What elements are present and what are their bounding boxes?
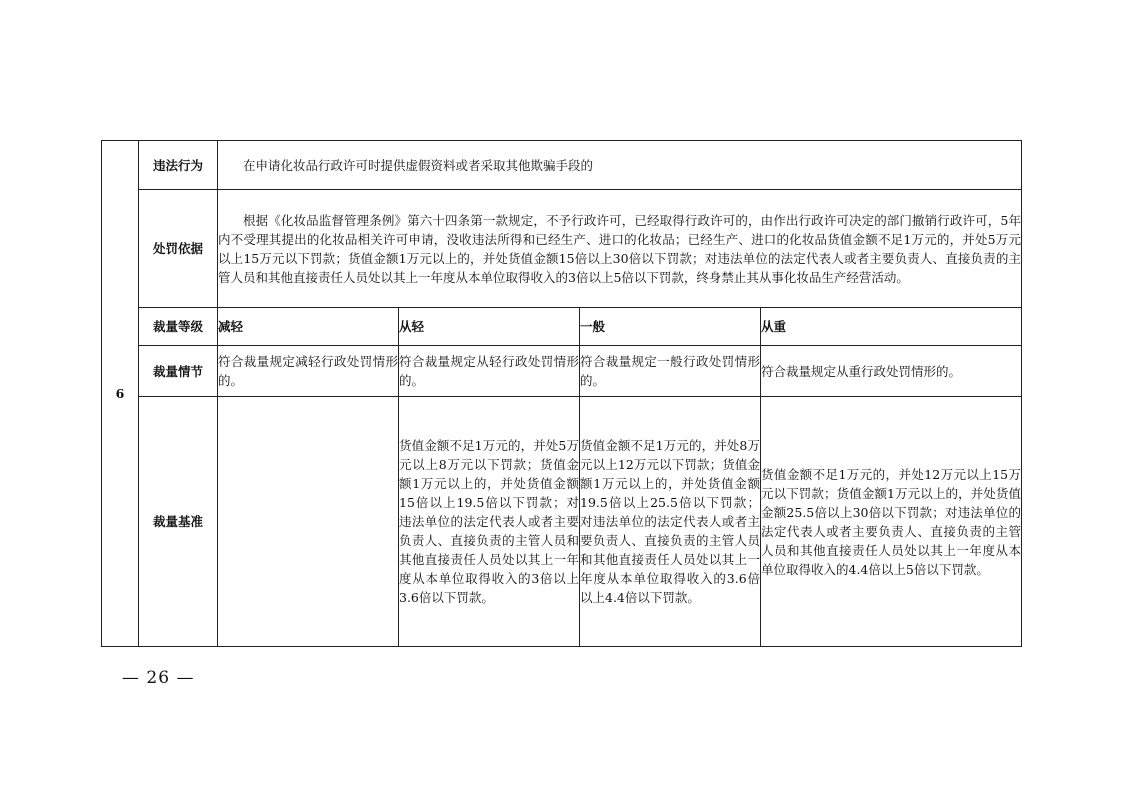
violation-label: 违法行为 [139,141,218,190]
page-number: — 26 — [122,668,195,688]
discretion-circumstances-label: 裁量情节 [139,346,218,397]
penalty-basis-text: 根据《化妆品监督管理条例》第六十四条第一款规定，不予行政许可，已经取得行政许可的，由作出行政许可决定的部门撤销行政许可，5年内不受理其提出的化妆品相关许可申请，没收违法所得和已经生产、进口的化妆品；已经生产、进口的化妆品货值金额不足1万元的，并处5万元以上15万元以下罚款；货值金额1万元以上的，并处货值金额15倍以上30倍以下罚款；对违法单位的法定代表人或者主要负责人、直接负责的主管人员和其他直接责任人员处以其上一年度从本单位取得收入的3倍以上5倍以下罚款，终身禁止其从事化妆品生产经营活动。 [218,190,1022,308]
penalty-basis-row [102,190,1022,308]
penalty-basis-label: 处罚依据 [139,190,218,308]
row-number: 6 [102,141,139,647]
violation-row [102,141,1022,190]
level-mitigated: 减轻 [218,308,399,346]
discretion-level-row [102,308,1022,346]
circumstance-mitigated: 符合裁量规定减轻行政处罚情形的。 [218,346,399,397]
basis-general: 货值金额不足1万元的，并处8万元以上12万元以下罚款；货值金额1万元以上的，并处货值金额19.5倍以上25.5倍以下罚款；对违法单位的法定代表人或者主要负责人、直接负责的主管人员和其他直接责任人员处以其上一年度从本单位取得收入的3.6倍以上4.4倍以下罚款。 [580,397,761,647]
basis-mitigated [218,397,399,647]
basis-severe: 货值金额不足1万元的，并处12万元以上15万元以下罚款；货值金额1万元以上的，并处货值金额25.5倍以上30倍以下罚款；对违法单位的法定代表人或者主要负责人、直接负责的主管人员和其他直接责任人员处以其上一年度从本单位取得收入的4.4倍以上5倍以下罚款。 [761,397,1022,647]
level-general: 一般 [580,308,761,346]
discretion-basis-label: 裁量基准 [139,397,218,647]
level-lenient: 从轻 [399,308,580,346]
circumstance-severe: 符合裁量规定从重行政处罚情形的。 [761,346,1022,397]
level-severe: 从重 [761,308,1022,346]
circumstance-general: 符合裁量规定一般行政处罚情形的。 [580,346,761,397]
circumstance-lenient: 符合裁量规定从轻行政处罚情形的。 [399,346,580,397]
basis-lenient: 货值金额不足1万元的，并处5万元以上8万元以下罚款；货值金额1万元以上的，并处货值金额15倍以上19.5倍以下罚款；对违法单位的法定代表人或者主要负责人、直接负责的主管人员和其他直接责任人员处以其上一年度从本单位取得收入的3倍以上3.6倍以下罚款。 [399,397,580,647]
discretion-level-label: 裁量等级 [139,308,218,346]
discretion-basis-row [102,397,1022,647]
penalty-table [101,140,1022,647]
discretion-circumstances-row [102,346,1022,397]
violation-text: 在申请化妆品行政许可时提供虚假资料或者采取其他欺骗手段的 [218,141,1022,190]
